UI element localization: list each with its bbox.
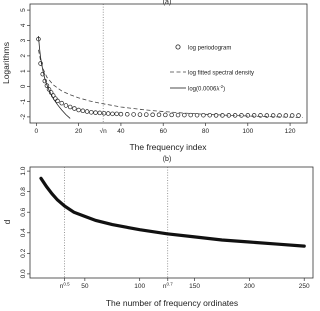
data-point-log-periodogram [125, 112, 129, 116]
panel-b-d-estimate-plot [2, 156, 313, 308]
x-tick-label-60: 60 [159, 128, 167, 135]
legend-label-log-fitted-spectral-density: log fitted spectral density [188, 70, 255, 77]
data-point-log-periodogram [68, 105, 72, 109]
legend-label-log-periodogram: log periodogram [188, 45, 232, 52]
series-line-log-0-0006-2 [38, 36, 70, 118]
y-tick-label-0-4: 0.4 [20, 228, 27, 238]
series-line-log-fitted-spectral-density [38, 50, 302, 118]
y-tick-label-0-8: 0.8 [20, 187, 27, 197]
y-tick-label-1-0: 1.0 [20, 166, 27, 176]
panel-a-spectral-plot [1, 0, 307, 152]
panel-a-plot-frame [30, 4, 307, 123]
panel-a-x-axis-label: The frequency index [129, 142, 207, 152]
data-point-log-periodogram [157, 113, 161, 117]
y-tick-label-0: 0 [20, 84, 27, 89]
data-point-log-periodogram [77, 108, 81, 112]
y-tick-label-2: -2 [20, 114, 27, 120]
y-tick-label-4: 4 [20, 23, 27, 28]
panel-b-label: (b) [162, 156, 172, 163]
data-point-log-periodogram [214, 113, 218, 117]
panel-a-label: (a) [162, 0, 172, 6]
x-tick-label-80: 80 [201, 128, 210, 135]
data-point-log-periodogram [132, 113, 136, 117]
panel-b-plot-frame [30, 167, 313, 278]
legend-open-circle-symbol [176, 45, 180, 49]
x-tick-label-250: 250 [298, 283, 310, 290]
data-point-log-periodogram [144, 113, 148, 117]
data-point-log-periodogram [73, 107, 77, 111]
data-point-log-periodogram [115, 112, 119, 116]
x-tick-label-200: 200 [243, 283, 255, 290]
data-point-log-periodogram [102, 111, 106, 115]
x-tick-label-100: 100 [242, 128, 254, 135]
panel-b-y-axis-label: d [2, 219, 12, 225]
y-tick-label-0-0: 0.0 [20, 269, 27, 279]
legend-entry-log-fitted-spectral-density [170, 71, 254, 77]
data-point-log-periodogram [252, 113, 256, 117]
data-point-log-periodogram [163, 113, 167, 117]
data-point-log-periodogram [176, 113, 180, 117]
data-point-log-periodogram [119, 112, 123, 116]
data-point-log-periodogram [85, 110, 89, 114]
data-point-log-periodogram [246, 113, 250, 117]
y-tick-label-5: 5 [20, 8, 27, 12]
legend-entry-log-lambda-line [170, 84, 225, 93]
data-point-log-periodogram [170, 113, 174, 117]
y-tick-label-3: 3 [20, 38, 27, 43]
data-point-log-periodogram [98, 111, 102, 115]
x-tick-label-20: 20 [75, 128, 83, 135]
legend-label-log-lambda: $\log(0.0006\lambda^{-2})$ [188, 84, 226, 93]
panel-b-x-axis-label: The number of frequency ordinates [105, 298, 239, 308]
y-tick-label-2: 2 [20, 54, 27, 58]
panel-a-y-axis-label: Logarithms [1, 41, 11, 85]
data-point-log-periodogram [81, 109, 85, 113]
y-tick-label-0-6: 0.6 [20, 207, 27, 217]
x-tick-label-0: 0 [34, 128, 39, 135]
data-point-log-periodogram [297, 114, 301, 118]
data-point-log-periodogram [106, 112, 110, 116]
x-tick-label-120: 120 [284, 128, 296, 135]
legend-entry-log-periodogram [176, 45, 231, 52]
data-point-log-periodogram [111, 112, 115, 116]
y-tick-label-1: -1 [20, 98, 27, 105]
x-tick-label-40: 40 [117, 128, 125, 135]
data-point-log-periodogram [182, 113, 186, 117]
data-point-log-periodogram [208, 113, 212, 117]
panel-a-legend [170, 45, 254, 93]
x-tick-label-50: 50 [81, 283, 89, 290]
y-tick-label-0-2: 0.2 [20, 248, 27, 258]
data-point-log-periodogram [151, 113, 155, 117]
x-tick-label-n: √n [99, 128, 107, 135]
data-point-log-periodogram [64, 104, 68, 108]
x-tick-label-n-0-7: $n^{0.7}$ [162, 281, 173, 290]
data-point-log-periodogram [94, 111, 98, 115]
series-line-series-0 [41, 178, 304, 246]
y-tick-label-1: 1 [20, 69, 27, 73]
data-point-log-periodogram [60, 101, 64, 105]
data-point-log-periodogram [138, 113, 142, 117]
data-point-log-periodogram [89, 110, 93, 114]
x-tick-label-150: 150 [189, 283, 200, 290]
x-tick-label-100: 100 [134, 283, 146, 290]
x-tick-label-n-0-5: $n^{0.5}$ [59, 281, 70, 290]
